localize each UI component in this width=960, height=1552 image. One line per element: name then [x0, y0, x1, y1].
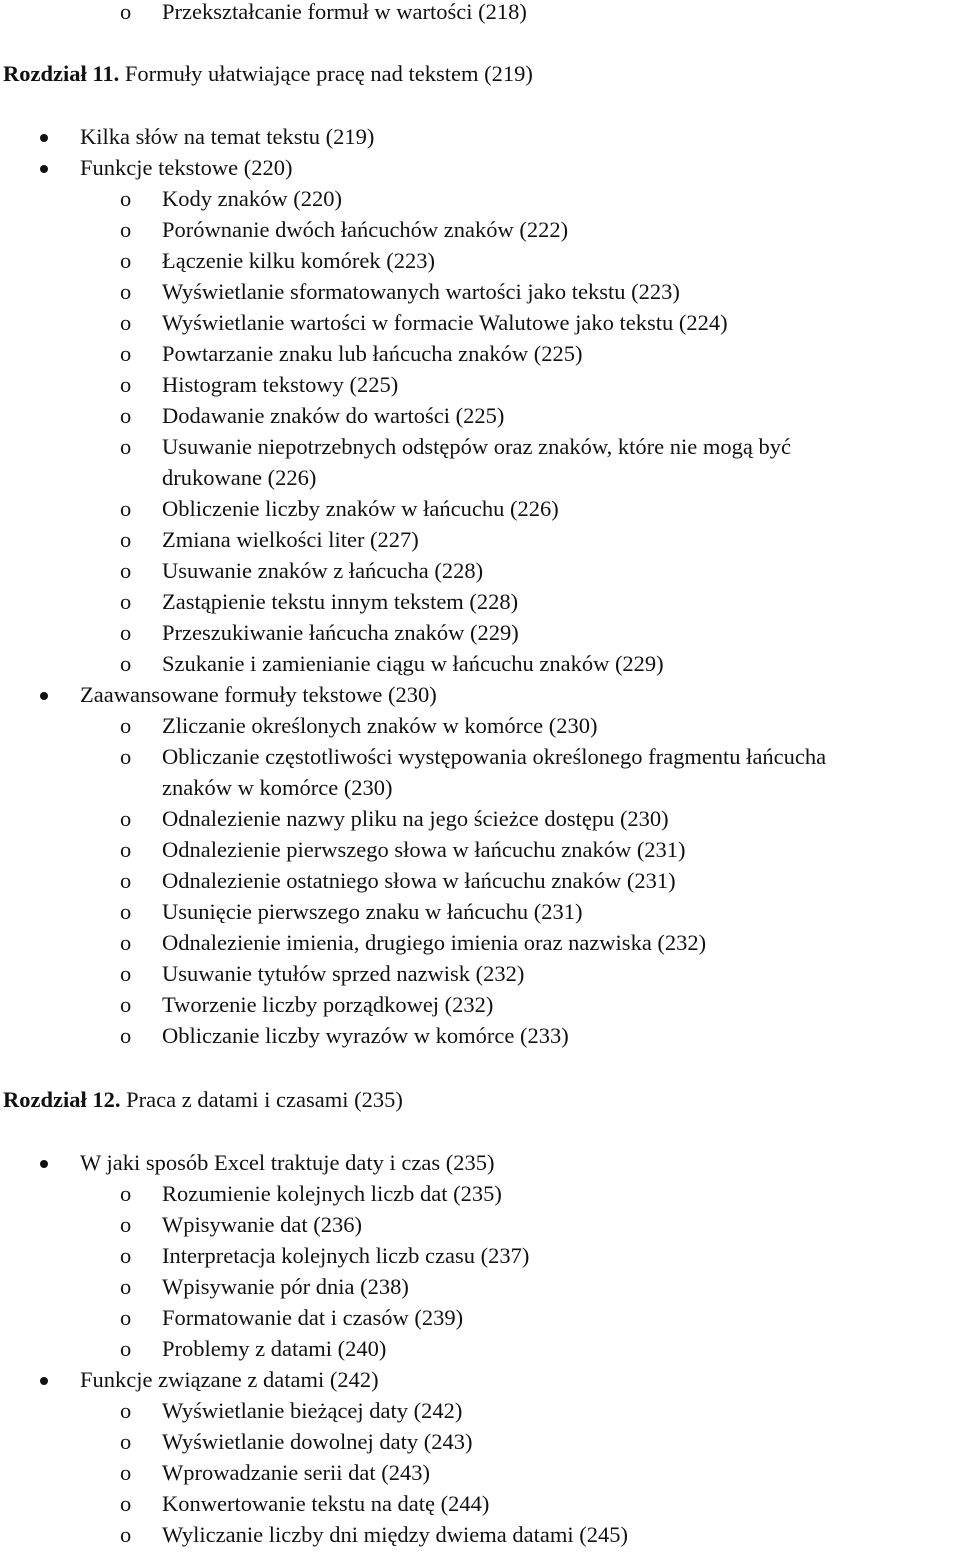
- sub-bullet-marker: o: [120, 806, 132, 831]
- sub-bullet-marker: o: [120, 1429, 132, 1454]
- sub-bullet-marker: o: [120, 1274, 132, 1299]
- bullet-icon: [40, 1377, 48, 1385]
- sub-bullet-marker: o: [120, 961, 132, 986]
- toc-section: Funkcje tekstowe (220): [80, 155, 293, 180]
- toc-entry: Formatowanie dat i czasów (239): [162, 1305, 464, 1330]
- sub-bullet-marker: o: [120, 1243, 132, 1268]
- sub-bullet-marker: o: [120, 0, 132, 24]
- toc-entry: Tworzenie liczby porządkowej (232): [162, 992, 494, 1017]
- toc-entry: Wpisywanie pór dnia (238): [162, 1274, 409, 1299]
- sub-bullet-marker: o: [120, 403, 132, 428]
- sub-bullet-marker: o: [120, 713, 132, 738]
- sub-bullet-marker: o: [120, 558, 132, 583]
- toc-entry: Rozumienie kolejnych liczb dat (235): [162, 1181, 502, 1206]
- sub-bullet-marker: o: [120, 1522, 132, 1547]
- toc-entry: Przekształcanie formuł w wartości (218): [162, 0, 527, 24]
- sub-bullet-marker: o: [120, 992, 132, 1017]
- toc-entry: Wyświetlanie wartości w formacie Walutowe jako tekstu (224): [162, 310, 728, 335]
- sub-bullet-marker: o: [120, 1336, 132, 1361]
- toc-entry: Kody znaków (220): [162, 186, 342, 211]
- bullet-icon: [40, 134, 48, 142]
- sub-bullet-marker: o: [120, 744, 132, 769]
- toc-entry: Zliczanie określonych znaków w komórce (230): [162, 713, 598, 738]
- sub-bullet-marker: o: [120, 589, 132, 614]
- sub-bullet-marker: o: [120, 651, 132, 676]
- toc-section: Funkcje związane z datami (242): [80, 1367, 379, 1392]
- toc-entry: Problemy z datami (240): [162, 1336, 387, 1361]
- toc-entry: Wyświetlanie sformatowanych wartości jako tekstu (223): [162, 279, 680, 304]
- toc-entry-continuation: znaków w komórce (230): [162, 775, 393, 800]
- sub-bullet-marker: o: [120, 341, 132, 366]
- sub-bullet-marker: o: [120, 930, 132, 955]
- sub-bullet-marker: o: [120, 496, 132, 521]
- sub-bullet-marker: o: [120, 310, 132, 335]
- sub-bullet-marker: o: [120, 217, 132, 242]
- toc-entry: Odnalezienie ostatniego słowa w łańcuchu znaków (231): [162, 868, 676, 893]
- sub-bullet-marker: o: [120, 186, 132, 211]
- sub-bullet-marker: o: [120, 372, 132, 397]
- toc-entry: Obliczanie liczby wyrazów w komórce (233): [162, 1023, 569, 1048]
- chapter-heading-12: [3, 1087, 403, 1113]
- toc-entry: Obliczanie częstotliwości występowania określonego fragmentu łańcucha: [162, 744, 827, 769]
- sub-bullet-marker: o: [120, 899, 132, 924]
- toc-entry: Usuwanie tytułów sprzed nazwisk (232): [162, 961, 525, 986]
- sub-bullet-marker: o: [120, 434, 132, 459]
- toc-entry: Histogram tekstowy (225): [162, 372, 399, 397]
- toc-entry: Szukanie i zamienianie ciągu w łańcuchu znaków (229): [162, 651, 664, 676]
- sub-bullet-marker: o: [120, 279, 132, 304]
- sub-bullet-marker: o: [120, 1398, 132, 1423]
- bullet-icon: [40, 165, 48, 173]
- toc-entry: Łączenie kilku komórek (223): [162, 248, 436, 273]
- chapter-prefix: Rozdział 11.: [3, 61, 120, 86]
- toc-entry: Wpisywanie dat (236): [162, 1212, 362, 1237]
- toc-entry: Odnalezienie imienia, drugiego imienia oraz nazwiska (232): [162, 930, 707, 955]
- toc-entry: Porównanie dwóch łańcuchów znaków (222): [162, 217, 569, 242]
- toc-entry: Zastąpienie tekstu innym tekstem (228): [162, 589, 519, 614]
- sub-bullet-marker: o: [120, 1212, 132, 1237]
- toc-entry: Obliczenie liczby znaków w łańcuchu (226): [162, 496, 559, 521]
- toc-entry: Odnalezienie pierwszego słowa w łańcuchu znaków (231): [162, 837, 686, 862]
- toc-entry: Usuwanie niepotrzebnych odstępów oraz znaków, które nie mogą być: [162, 434, 791, 459]
- toc-entry: Powtarzanie znaku lub łańcucha znaków (225): [162, 341, 583, 366]
- toc-entry: Wprowadzanie serii dat (243): [162, 1460, 431, 1485]
- chapter-prefix: Rozdział 12.: [3, 1087, 121, 1112]
- toc-entry: Usunięcie pierwszego znaku w łańcuchu (231): [162, 899, 583, 924]
- toc-entry: Konwertowanie tekstu na datę (244): [162, 1491, 490, 1516]
- toc-entry-continuation: drukowane (226): [162, 465, 317, 490]
- toc-section: Zaawansowane formuły tekstowe (230): [80, 682, 437, 707]
- sub-bullet-marker: o: [120, 1181, 132, 1206]
- sub-bullet-marker: o: [120, 1023, 132, 1048]
- sub-bullet-marker: o: [120, 868, 132, 893]
- toc-entry: Interpretacja kolejnych liczb czasu (237): [162, 1243, 530, 1268]
- sub-bullet-marker: o: [120, 1305, 132, 1330]
- toc-entry: Wyświetlanie dowolnej daty (243): [162, 1429, 473, 1454]
- toc-entry: Usuwanie znaków z łańcucha (228): [162, 558, 484, 583]
- toc-entry: Przeszukiwanie łańcucha znaków (229): [162, 620, 519, 645]
- sub-bullet-marker: o: [120, 620, 132, 645]
- bullet-icon: [40, 692, 48, 700]
- toc-entry: Odnalezienie nazwy pliku na jego ścieżce dostępu (230): [162, 806, 669, 831]
- sub-bullet-marker: o: [120, 527, 132, 552]
- sub-bullet-marker: o: [120, 248, 132, 273]
- toc-entry: Wyświetlanie bieżącej daty (242): [162, 1398, 463, 1423]
- chapter-title: Praca z datami i czasami (235): [126, 1087, 403, 1112]
- toc-section: W jaki sposób Excel traktuje daty i czas (235): [80, 1150, 495, 1175]
- toc-entry: Zmiana wielkości liter (227): [162, 527, 419, 552]
- sub-bullet-marker: o: [120, 837, 132, 862]
- toc-section: Kilka słów na temat tekstu (219): [80, 124, 375, 149]
- bullet-icon: [40, 1160, 48, 1168]
- toc-entry: Dodawanie znaków do wartości (225): [162, 403, 505, 428]
- sub-bullet-marker: o: [120, 1460, 132, 1485]
- toc-entry: Wyliczanie liczby dni między dwiema datami (245): [162, 1522, 628, 1547]
- sub-bullet-marker: o: [120, 1491, 132, 1516]
- chapter-heading-11: [3, 61, 533, 87]
- chapter-title: Formuły ułatwiające pracę nad tekstem (219): [124, 61, 533, 86]
